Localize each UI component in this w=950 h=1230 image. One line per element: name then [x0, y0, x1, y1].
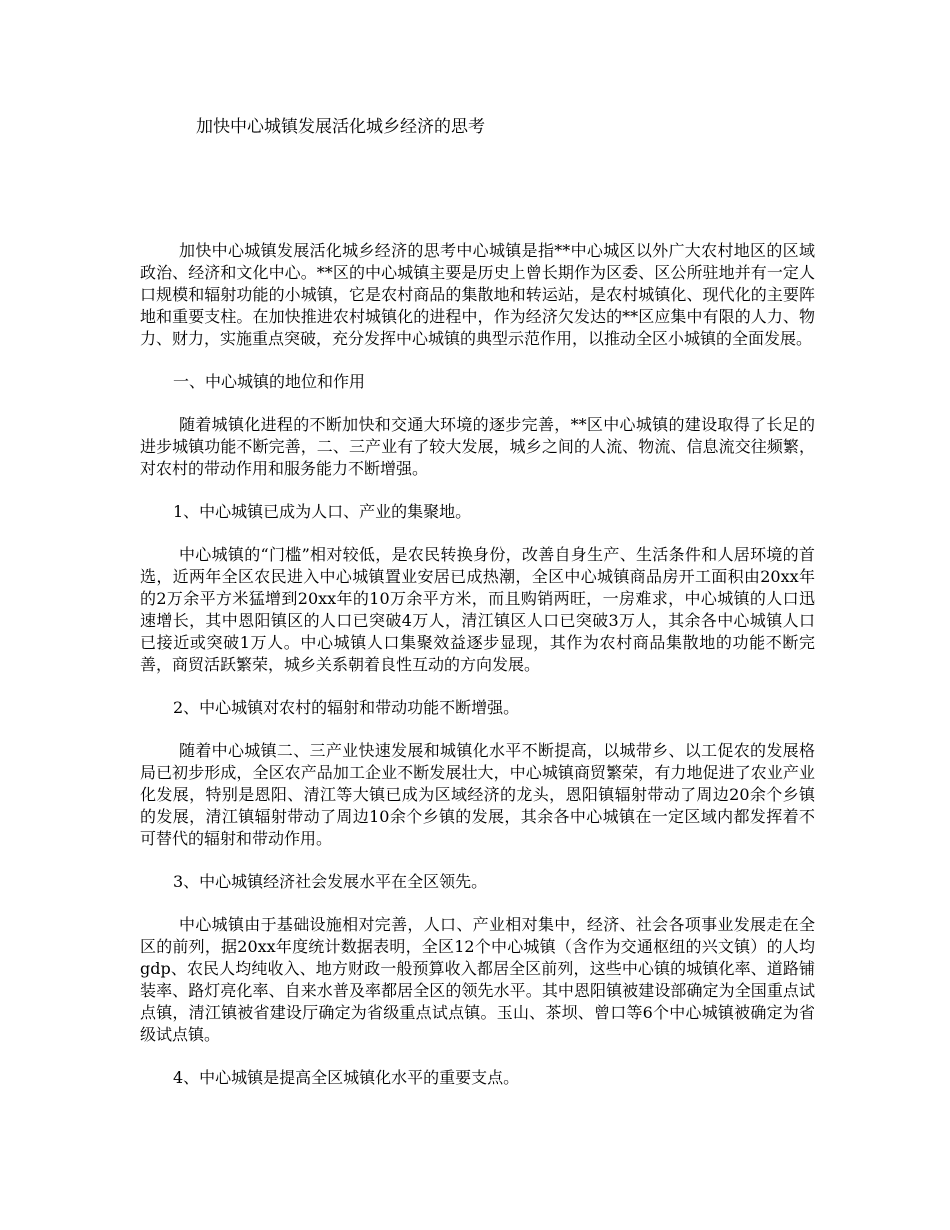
- subsection-paragraph-1: 中心城镇的“门槛”相对较低，是农民转换身份，改善自身生产、生活条件和人居环境的首选，近两年全区农民进入中心城镇置业安居已成热潮，全区中心城镇商品房开工面积由20xx年的2万余平方米猛增到20xx年的10万余平方米，而且购销两旺，一房难求，中心城镇的人口迅速增长，其中恩阳镇区的人口已突破4万人，清江镇区人口已突破3万人，其余各中心城镇人口已接近或突破1万人。中心城镇人口集聚效益逐步显现，其作为农村商品集散地的功能不断完善，商贸活跃繁荣，城乡关系朝着良性互动的方向发展。: [140, 545, 815, 674]
- intro-paragraph: 加快中心城镇发展活化城乡经济的思考中心城镇是指**中心城区以外广大农村地区的区域政治、经济和文化中心。**区的中心城镇主要是历史上曾长期作为区委、区公所驻地并有一定人口规模和辐射功能的小城镇，它是农村商品的集散地和转运站，是农村城镇化、现代化的主要阵地和重要支柱。在加快推进农村城镇化的进程中，作为经济欠发达的**区应集中有限的人力、物力、财力，实施重点突破，充分发挥中心城镇的典型示范作用，以推动全区小城镇的全面发展。: [140, 241, 815, 348]
- document-title: 加快中心城镇发展活化城乡经济的思考: [196, 117, 485, 137]
- subsection-paragraph-2: 随着中心城镇二、三产业快速发展和城镇化水平不断提高，以城带乡、以工促农的发展格局已初步形成，全区农产品加工企业不断发展壮大，中心城镇商贸繁荣，有力地促进了农业产业化发展，特别是恩阳、清江等大镇已成为区域经济的龙头，恩阳镇辐射带动了周边20余个乡镇的发展，清江镇辐射带动了周边10余个乡镇的发展，其余各中心城镇在一定区域内都发挥着不可替代的辐射和带动作用。: [140, 741, 815, 848]
- subsection-heading-1: 1、中心城镇已成为人口、产业的集聚地。: [173, 502, 472, 521]
- section-paragraph-1: 随着城镇化进程的不断加快和交通大环境的逐步完善，**区中心城镇的建设取得了长足的进步城镇功能不断完善，二、三产业有了较大发展，城乡之间的人流、物流、信息流交往频繁，对农村的带动作用和服务能力不断增强。: [140, 415, 815, 478]
- subsection-heading-3: 3、中心城镇经济社会发展水平在全区领先。: [173, 872, 488, 891]
- document-body: [140, 240, 815, 1110]
- subsection-heading-2: 2、中心城镇对农村的辐射和带动功能不断增强。: [173, 698, 520, 717]
- subsection-heading-4: 4、中心城镇是提高全区城镇化水平的重要支点。: [173, 1068, 520, 1087]
- section-heading-1: 一、中心城镇的地位和作用: [173, 372, 366, 391]
- subsection-paragraph-3: 中心城镇由于基础设施相对完善，人口、产业相对集中，经济、社会各项事业发展走在全区的前列，据20xx年度统计数据表明，全区12个中心城镇（含作为交通枢纽的兴文镇）的人均gdp、农民人均纯收入、地方财政一般预算收入都居全区前列，这些中心镇的城镇化率、道路铺装率、路灯亮化率、自来水普及率都居全区的领先水平。其中恩阳镇被建设部确定为全国重点试点镇，清江镇被省建设厅确定为省级重点试点镇。玉山、茶坝、曾口等6个中心城镇被确定为省级试点镇。: [140, 915, 815, 1044]
